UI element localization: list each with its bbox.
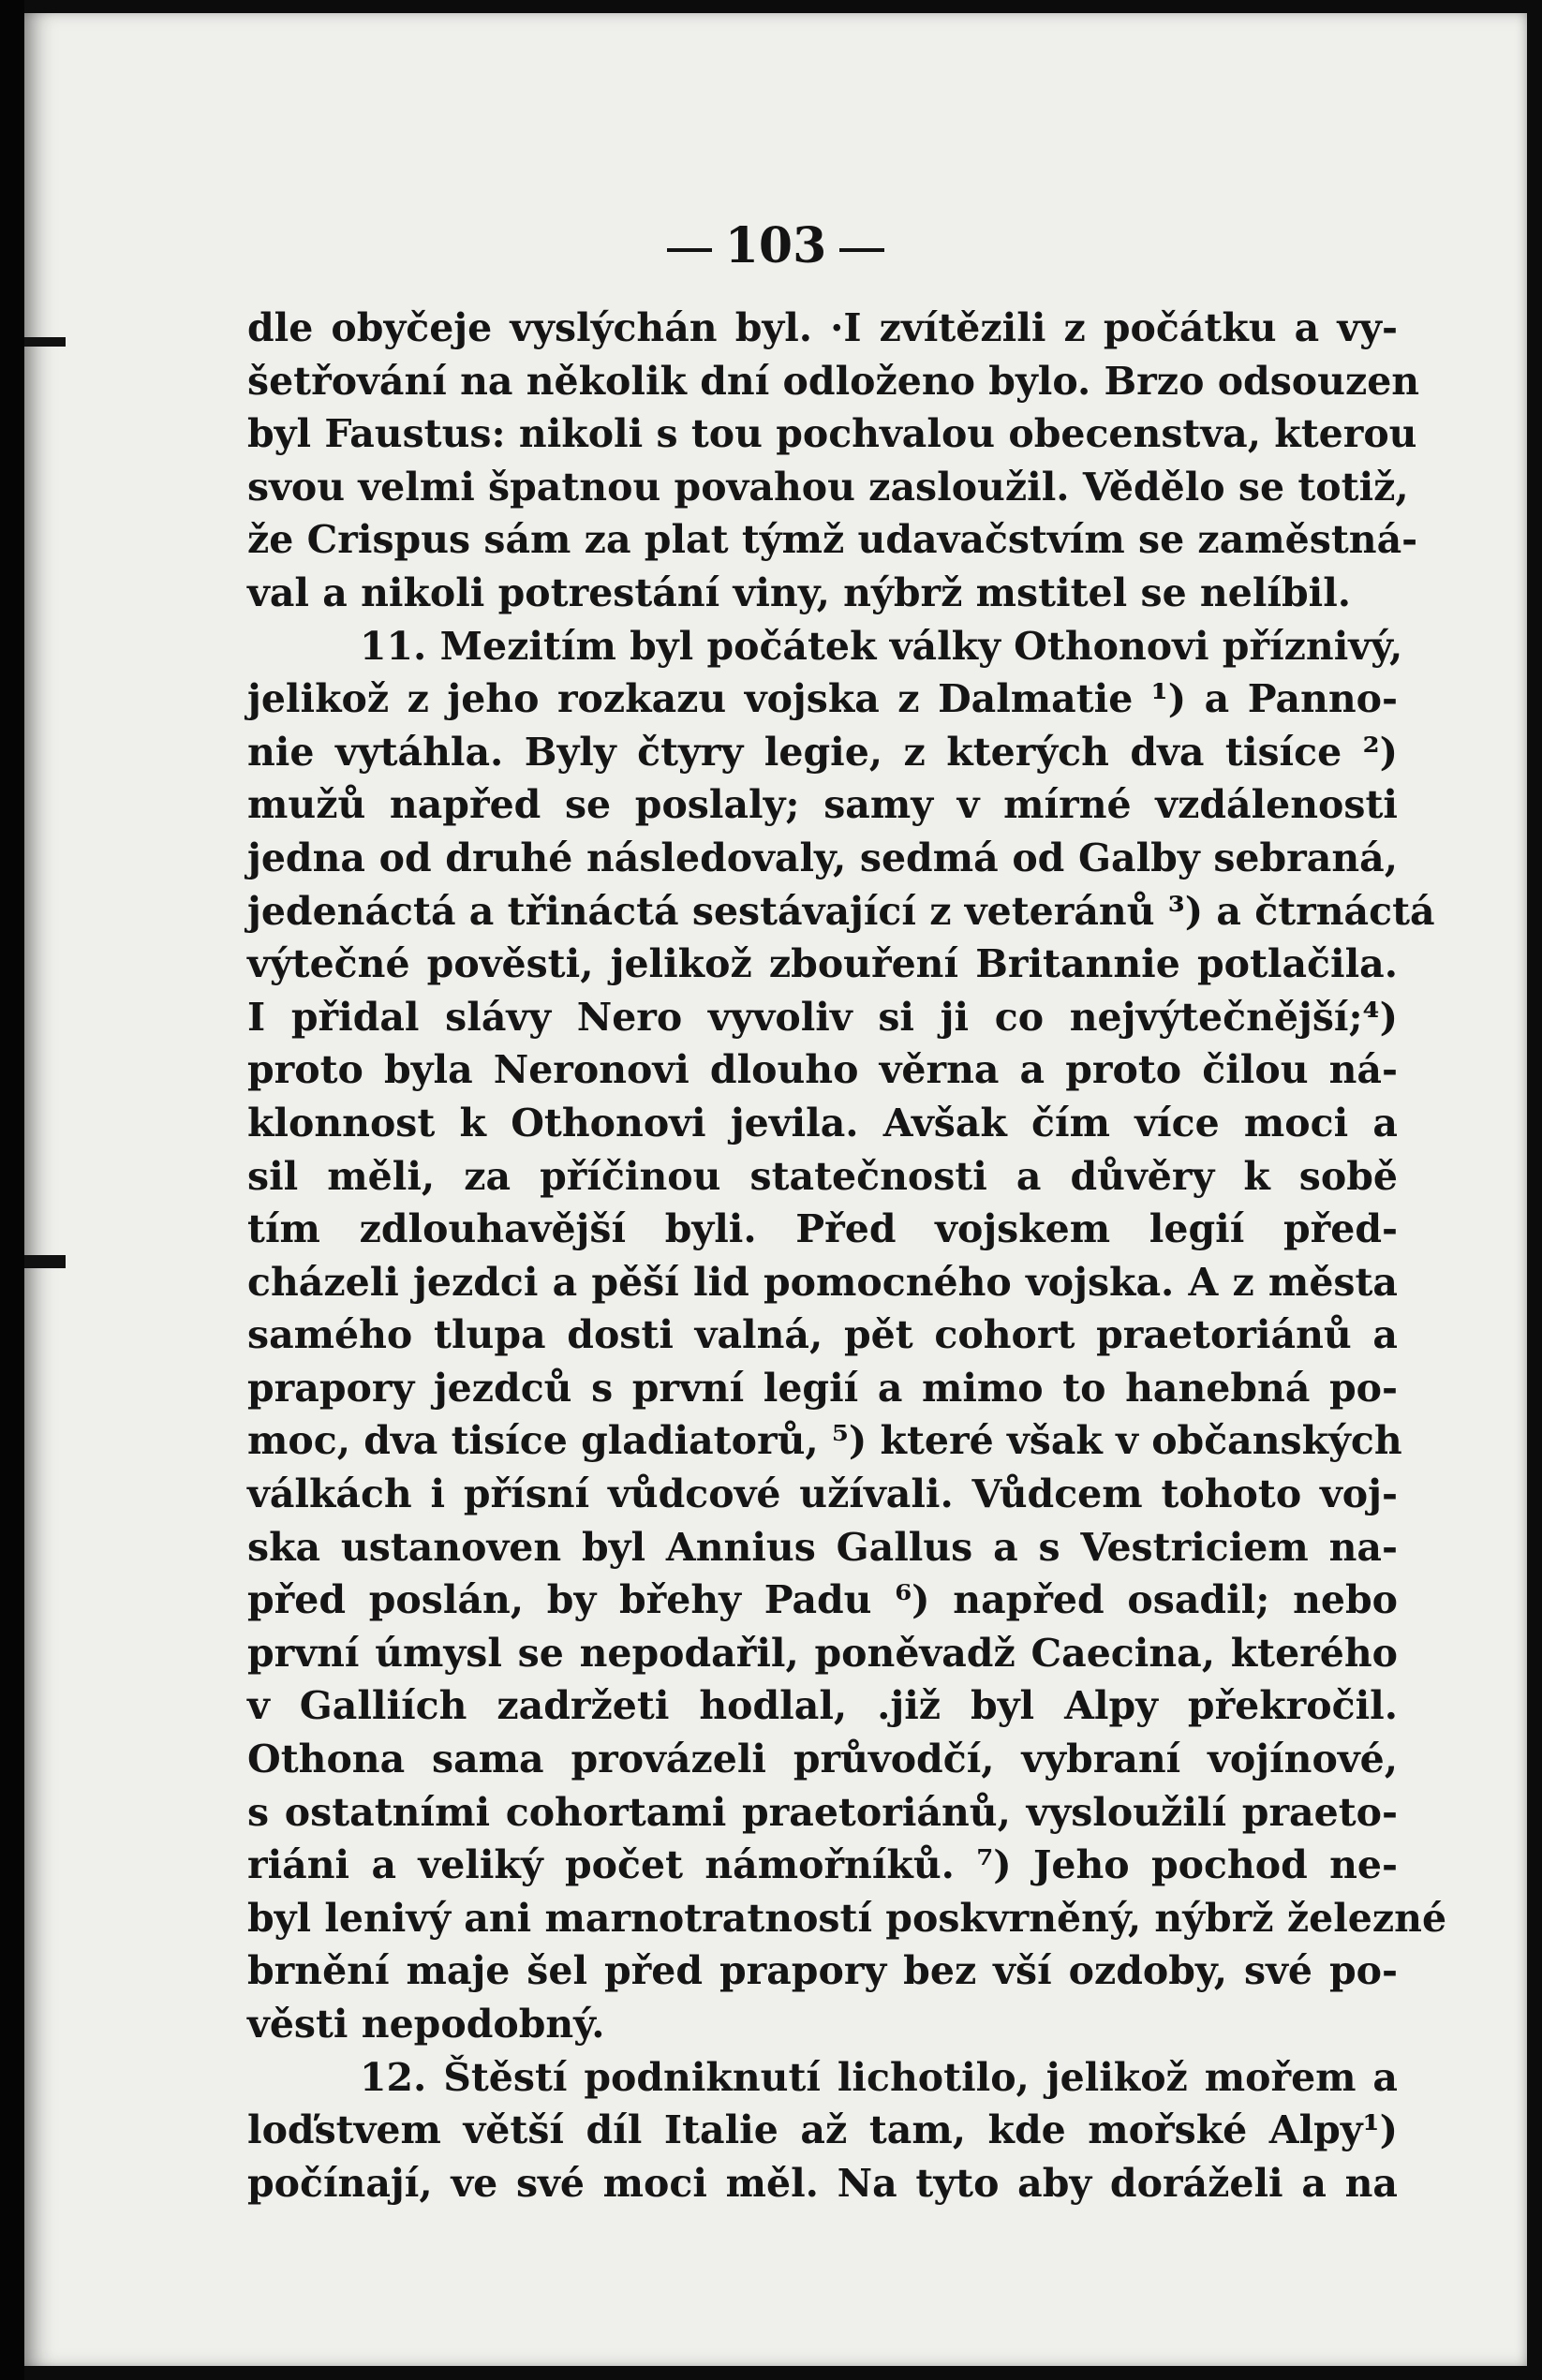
book-binding <box>0 0 24 2380</box>
text-line: prapory jezdců s první legií a mimo to hanebná po- <box>247 1365 1398 1411</box>
text-line: mužů napřed se poslaly; samy v mírné vzdálenosti <box>247 782 1398 828</box>
text-line: samého tlupa dosti valná, pět cohort praetoriánů a <box>247 1312 1398 1358</box>
page-number-value: 103 <box>724 217 827 274</box>
text-line: že Crispus sám za plat týmž udavačstvím se zaměstná- <box>247 517 1418 563</box>
text-line: proto byla Neronovi dlouho věrna a proto čilou ná- <box>247 1047 1398 1093</box>
text-line: 11. Mezitím byl počátek války Othonovi příznivý, <box>360 623 1403 669</box>
text-line: riáni a veliký počet námořníků. ⁷) Jeho pochod ne- <box>247 1842 1398 1888</box>
text-line: klonnost k Othonovi jevila. Avšak čím více moci a <box>247 1100 1398 1146</box>
text-line: šetřování na několik dní odloženo bylo. Brzo odsouzen <box>247 358 1420 404</box>
text-line: byl Faustus: nikoli s tou pochvalou obecenstva, kterou <box>247 411 1417 457</box>
text-line: ska ustanoven byl Annius Gallus a s Vestriciem na- <box>247 1524 1398 1570</box>
text-line: Othona sama provázeli průvodčí, vybraní vojínové, <box>247 1737 1398 1782</box>
page-edge-mark <box>24 337 66 347</box>
page-number-dash-left <box>667 248 712 252</box>
text-line: první úmysl se nepodařil, poněvadž Caecina, kterého <box>247 1630 1398 1676</box>
text-line: válkách i přísní vůdcové užívali. Vůdcem tohoto voj- <box>247 1471 1398 1517</box>
text-line: v Galliích zadržeti hodlal, .již byl Alpy překročil. <box>247 1683 1398 1729</box>
text-line: před poslán, by břehy Padu ⁶) napřed osadil; nebo <box>247 1577 1398 1623</box>
text-line: moc, dva tisíce gladiatorů, ⁵) které však v občanských <box>247 1418 1402 1464</box>
text-line: sil měli, za příčinou statečnosti a důvěry k sobě <box>247 1153 1398 1199</box>
text-line: byl lenivý ani marnotratností poskvrněný, nýbrž železné <box>247 1895 1447 1941</box>
page-number-dash-right <box>839 248 884 252</box>
text-line: cházeli jezdci a pěší lid pomocného vojska. A z města <box>247 1259 1398 1305</box>
text-line: brnění maje šel před prapory bez vší ozdoby, své po- <box>247 1948 1398 1994</box>
book-page <box>24 13 1527 2366</box>
body-text <box>247 302 1447 2210</box>
text-line: věsti nepodobný. <box>247 2002 605 2047</box>
text-line: s ostatními cohortami praetoriánů, vysloužilí praeto- <box>247 1789 1398 1835</box>
text-line: I přidal slávy Nero vyvoliv si ji co nejvýtečnější;⁴) <box>247 994 1398 1040</box>
text-line: tím zdlouhavější byli. Před vojskem legií před- <box>247 1206 1398 1252</box>
text-line: svou velmi špatnou povahou zasloužil. Vědělo se totiž, <box>247 464 1409 510</box>
text-line: loďstvem větší díl Italie až tam, kde mořské Alpy¹) <box>247 2107 1398 2153</box>
text-line: dle obyčeje vyslýchán byl. ·I zvítězili z počátku a vy- <box>247 305 1398 350</box>
text-line: nie vytáhla. Byly čtyry legie, z kterých dva tisíce ²) <box>247 729 1398 775</box>
text-line: jelikož z jeho rozkazu vojska z Dalmatie ¹) a Panno- <box>247 676 1398 722</box>
text-line: výtečné pověsti, jelikož zbouření Britannie potlačila. <box>247 941 1398 987</box>
text-line: počínají, ve své moci měl. Na tyto aby doráželi a na <box>247 2160 1398 2206</box>
text-line: val a nikoli potrestání viny, nýbrž mstitel se nelíbil. <box>247 569 1352 615</box>
text-line: jedenáctá a třináctá sestávající z veteránů ³) a čtrnáctá <box>247 888 1435 934</box>
text-line: 12. Štěstí podniknutí lichotilo, jelikož mořem a <box>360 2054 1398 2100</box>
text-line: jedna od druhé následovaly, sedmá od Galby sebraná, <box>247 835 1398 880</box>
page-edge-mark <box>24 1255 66 1268</box>
page-number <box>24 217 1527 274</box>
